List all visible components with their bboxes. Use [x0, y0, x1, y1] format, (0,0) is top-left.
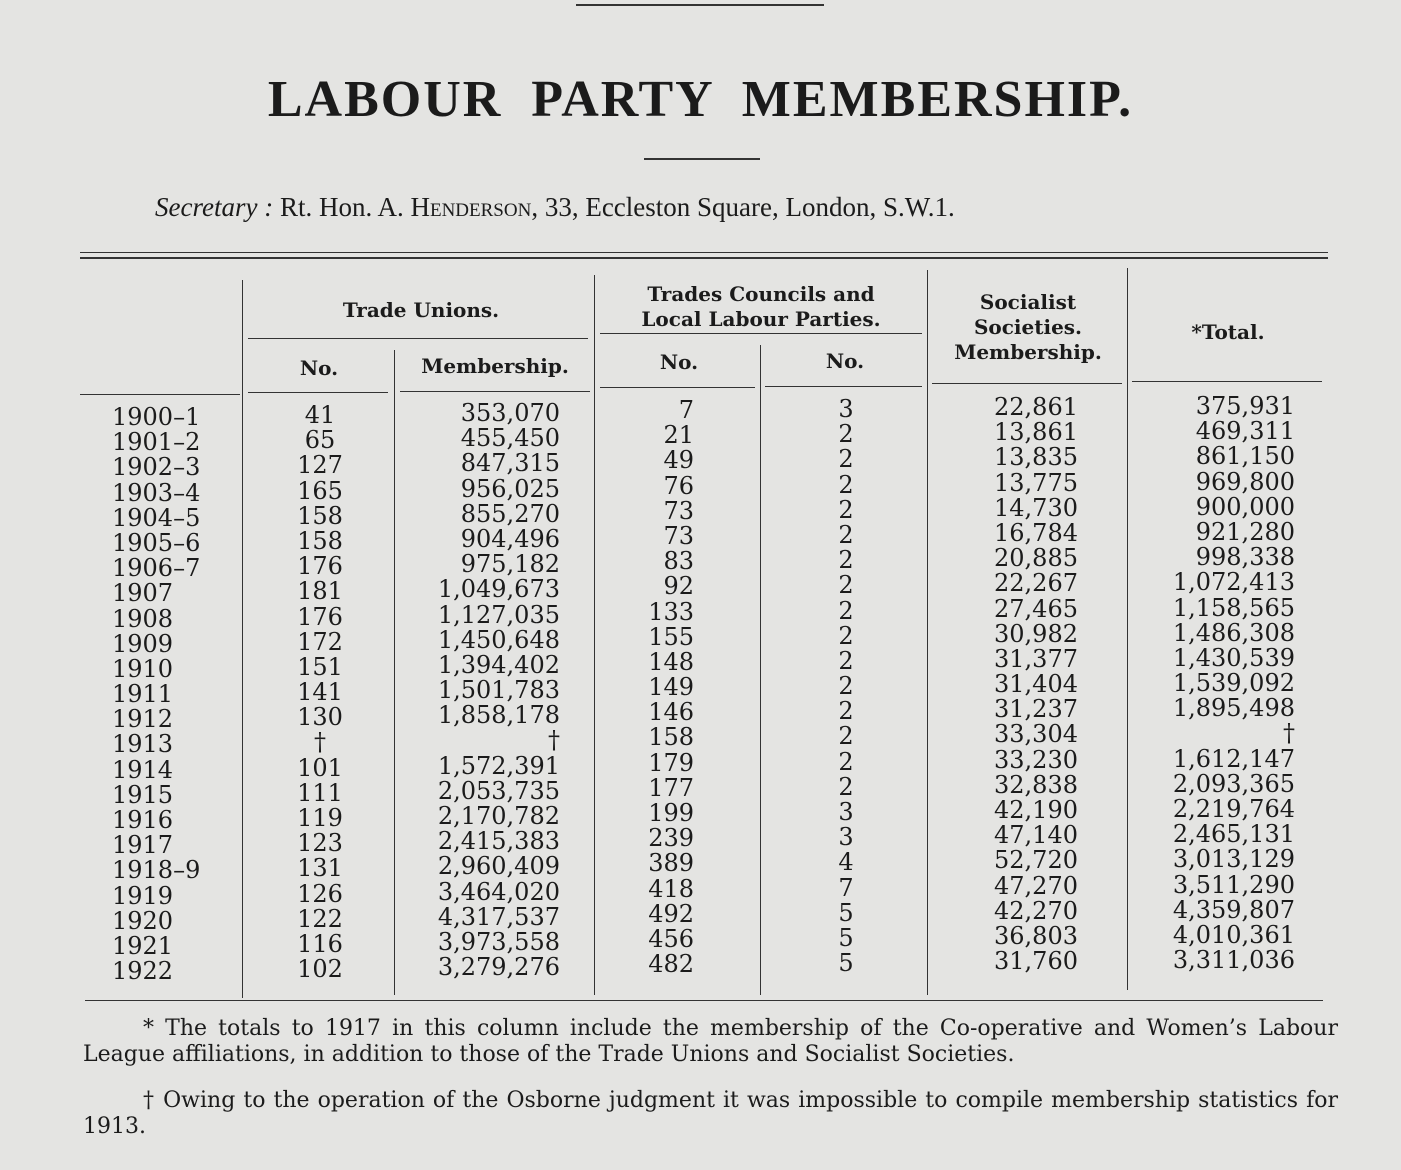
trade-union-no-cell: 126 [297, 879, 343, 908]
trades-councils-underline [600, 333, 922, 334]
socialist-membership-cell: 52,720 [994, 846, 1078, 875]
trade-union-membership-cell: 956,025 [460, 474, 560, 503]
trade-union-membership-cell: 3,279,276 [437, 953, 560, 982]
total-cell: 1,430,539 [1172, 643, 1295, 672]
trade-union-no-cell: 130 [297, 703, 343, 732]
year-cell: 1903–4 [112, 478, 201, 507]
header-trades-councils-line2: Local Labour Parties. [641, 307, 881, 331]
trade-union-membership-cell: 975,182 [460, 550, 560, 579]
socialist-membership-cell: 27,465 [994, 594, 1078, 623]
trade-union-membership-cell: 455,450 [460, 424, 560, 453]
header-bottom-rule [765, 386, 922, 387]
socialist-societies-no-cell: 3 [838, 395, 854, 423]
trade-union-no-cell: 119 [297, 804, 343, 832]
trades-councils-no-cell: 482 [648, 950, 694, 979]
trade-union-membership-cell: 353,070 [460, 399, 560, 427]
total-cell: 4,010,361 [1172, 920, 1295, 949]
trades-councils-no-cell: 21 [663, 421, 694, 450]
socialist-membership-cell: 16,784 [994, 518, 1078, 547]
year-cell: 1902–3 [112, 453, 201, 482]
trade-union-no-cell: 165 [297, 476, 343, 505]
total-cell: 861,150 [1195, 442, 1295, 471]
total-cell: 900,000 [1195, 492, 1295, 521]
total-cell: 3,511,290 [1172, 870, 1295, 899]
socialist-societies-no-cell: 4 [838, 848, 854, 877]
socialist-societies-no-cell: 5 [838, 923, 854, 952]
year-cell: 1901–2 [112, 428, 201, 457]
trade-union-no-cell: 116 [297, 929, 343, 958]
total-cell: 921,280 [1195, 517, 1295, 546]
socialist-membership-cell: 31,377 [994, 644, 1078, 673]
header-tu-membership: Membership. [421, 354, 569, 378]
title-underline [644, 158, 760, 160]
year-cell: 1914 [112, 755, 174, 784]
header-socialist-societies [930, 290, 1126, 365]
column-divider [242, 280, 243, 998]
socialist-membership-cell: 42,190 [994, 796, 1078, 824]
trade-union-membership-cell: 2,960,409 [437, 852, 560, 881]
year-cell: 1911 [112, 680, 174, 709]
header-socialist-line3: Membership. [954, 340, 1102, 364]
socialist-societies-no-cell: 2 [838, 697, 854, 726]
year-cell: 1919 [112, 881, 174, 910]
year-cell: 1916 [112, 806, 174, 834]
socialist-membership-cell: 22,861 [994, 393, 1078, 421]
column-socialist-membership [935, 395, 1078, 974]
trade-union-membership-cell: 1,127,035 [437, 600, 560, 629]
year-cell: 1922 [112, 957, 174, 986]
trade-union-membership-cell: 1,049,673 [437, 575, 560, 604]
trades-councils-no-cell: 76 [663, 471, 694, 500]
socialist-societies-no-cell: 7 [838, 873, 854, 902]
trades-councils-no-cell: 179 [648, 748, 694, 777]
total-cell: 1,158,565 [1172, 593, 1295, 622]
column-total [1135, 394, 1295, 973]
total-cell: 375,931 [1195, 392, 1295, 420]
socialist-societies-no-cell: 2 [838, 470, 854, 499]
trade-union-no-cell: 111 [297, 778, 343, 807]
socialist-societies-no-cell: 2 [838, 596, 854, 625]
socialist-membership-cell: 33,230 [994, 745, 1078, 774]
table-top-rule-1 [80, 252, 1328, 253]
header-bottom-rule [248, 392, 388, 393]
secretary-label: Secretary : [155, 192, 274, 222]
column-trade-union-membership [400, 401, 560, 980]
socialist-societies-no-cell: 2 [838, 672, 854, 701]
socialist-membership-cell: 32,838 [994, 770, 1078, 799]
trade-union-membership-cell: 2,415,383 [437, 827, 560, 856]
year-cell: 1918–9 [112, 856, 201, 885]
trade-union-membership-cell: 3,464,020 [437, 877, 560, 906]
trade-union-membership-cell: 904,496 [460, 524, 560, 553]
total-cell: 4,359,807 [1172, 895, 1295, 924]
year-cell: 1906–7 [112, 554, 201, 583]
trade-union-no-cell: 141 [297, 678, 343, 707]
trade-union-membership-cell: 2,170,782 [437, 802, 560, 830]
trades-councils-no-cell: 239 [648, 824, 694, 853]
socialist-societies-no-cell: 5 [838, 898, 854, 927]
trade-union-no-cell: 122 [297, 904, 343, 933]
total-cell: 1,072,413 [1172, 568, 1295, 597]
trade-union-membership-cell: 1,394,402 [437, 650, 560, 679]
trade-union-membership-cell: 855,270 [460, 499, 560, 528]
trade-union-no-cell: 158 [297, 526, 343, 555]
trades-councils-no-cell: 49 [663, 446, 694, 475]
socialist-membership-cell: 33,304 [994, 720, 1078, 749]
trades-councils-no-cell: 177 [648, 773, 694, 802]
page-title: LABOUR PARTY MEMBERSHIP. [267, 71, 1134, 128]
trades-councils-no-cell: 158 [648, 723, 694, 752]
header-trade-unions: Trade Unions. [342, 298, 500, 322]
trade-union-membership-cell: 1,572,391 [437, 751, 560, 780]
total-cell: 469,311 [1195, 417, 1295, 446]
socialist-membership-cell: 42,270 [994, 896, 1078, 925]
total-cell: 2,093,365 [1172, 769, 1295, 798]
trade-union-no-cell: 127 [297, 451, 343, 480]
header-ss-no: No. [825, 349, 865, 373]
header-bottom-rule [932, 383, 1122, 384]
socialist-societies-no-cell: 2 [838, 495, 854, 524]
trade-union-membership-cell: 4,317,537 [437, 902, 560, 931]
secretary-honorific: Rt. Hon. A. [279, 192, 404, 222]
socialist-societies-no-cell: 2 [838, 546, 854, 575]
trades-councils-no-cell: 146 [648, 698, 694, 727]
trades-councils-no-cell: 199 [648, 799, 694, 827]
socialist-societies-no-cell: 3 [838, 823, 854, 852]
header-tu-no: No. [299, 356, 339, 380]
trade-union-membership-cell: 847,315 [460, 449, 560, 478]
secretary-name: Henderson [410, 192, 532, 222]
column-trades-councils-no [600, 398, 694, 977]
trades-councils-no-cell: 133 [648, 597, 694, 626]
socialist-societies-no-cell: 5 [838, 949, 854, 978]
total-cell: 2,465,131 [1172, 820, 1295, 849]
trades-councils-no-cell: 148 [648, 647, 694, 676]
column-divider [594, 275, 595, 995]
trades-councils-no-cell: 73 [663, 521, 694, 550]
trade-union-no-cell: 176 [297, 552, 343, 581]
year-cell: 1900–1 [112, 403, 201, 431]
year-cell: 1910 [112, 654, 174, 683]
header-socialist-line1: Socialist [979, 290, 1077, 314]
year-cell: 1920 [112, 906, 174, 935]
year-cell: 1909 [112, 629, 174, 658]
socialist-membership-cell: 31,237 [994, 695, 1078, 724]
trades-councils-no-cell: 456 [648, 924, 694, 953]
trades-councils-no-cell: 389 [648, 849, 694, 878]
trade-union-no-cell: 158 [297, 501, 343, 530]
socialist-membership-cell: 13,835 [994, 443, 1078, 472]
trades-councils-no-cell: 149 [648, 673, 694, 702]
socialist-membership-cell: 13,861 [994, 418, 1078, 447]
year-cell: 1913 [112, 730, 174, 759]
trade-union-no-cell: 181 [297, 577, 343, 606]
socialist-societies-no-cell: 2 [838, 621, 854, 650]
socialist-societies-no-cell: 2 [838, 747, 854, 776]
socialist-societies-no-cell: 2 [838, 445, 854, 474]
header-bottom-rule [80, 394, 240, 395]
year-cell: 1908 [112, 604, 174, 633]
year-cell: 1904–5 [112, 503, 201, 532]
total-cell: 1,895,498 [1172, 694, 1295, 723]
trade-union-no-cell: 131 [297, 854, 343, 883]
year-cell: 1905–6 [112, 528, 201, 557]
total-cell: † [1283, 719, 1295, 748]
column-trade-union-no [250, 403, 390, 982]
total-cell: 3,013,129 [1172, 845, 1295, 874]
trade-union-no-cell: 172 [297, 627, 343, 656]
header-bottom-rule [600, 387, 755, 388]
trade-union-no-cell: 151 [297, 652, 343, 681]
total-cell: 2,219,764 [1172, 795, 1295, 823]
socialist-membership-cell: 47,270 [994, 871, 1078, 900]
socialist-membership-cell: 31,404 [994, 670, 1078, 699]
trade-union-membership-cell: 1,858,178 [437, 701, 560, 730]
header-socialist-line2: Societies. [973, 315, 1083, 339]
socialist-societies-no-cell: 2 [838, 420, 854, 449]
trade-union-no-cell: 101 [297, 753, 343, 782]
header-trades-councils-line1: Trades Councils and [647, 282, 875, 306]
trade-union-no-cell: † [314, 728, 326, 757]
trades-councils-no-cell: 155 [648, 622, 694, 651]
year-cell: 1912 [112, 705, 174, 734]
table-bottom-rule [85, 1000, 1323, 1001]
column-divider [760, 345, 761, 995]
trade-union-no-cell: 123 [297, 829, 343, 858]
year-cell: 1915 [112, 780, 174, 809]
trades-councils-no-cell: 418 [648, 874, 694, 903]
socialist-membership-cell: 47,140 [994, 821, 1078, 850]
socialist-societies-no-cell: 2 [838, 520, 854, 549]
socialist-societies-no-cell: 2 [838, 722, 854, 751]
header-tc-no: No. [659, 350, 699, 374]
trade-union-membership-cell: 3,973,558 [437, 927, 560, 956]
header-bottom-rule [400, 391, 590, 392]
column-divider [394, 350, 395, 995]
trades-councils-no-cell: 7 [678, 396, 694, 424]
total-cell: 1,486,308 [1172, 618, 1295, 647]
column-divider [1127, 268, 1128, 990]
trade-union-membership-cell: † [548, 726, 560, 755]
total-cell: 1,612,147 [1172, 744, 1295, 773]
year-cell: 1917 [112, 831, 174, 860]
total-cell: 998,338 [1195, 543, 1295, 572]
top-rule [576, 4, 824, 6]
header-total: *Total. [1191, 320, 1265, 344]
trade-union-no-cell: 41 [304, 401, 336, 429]
header-bottom-rule [1132, 381, 1322, 382]
footnote-dagger: † Owing to the operation of the Osborne judgment it was impossible to compile membership statistics for 1913. [83, 1088, 1338, 1139]
trade-union-no-cell: 65 [304, 426, 336, 455]
socialist-societies-no-cell: 3 [838, 798, 854, 826]
year-cell: 1921 [112, 931, 174, 960]
footnote-asterisk: * The totals to 1917 in this column include the membership of the Co-operative and Women’s Labour League affiliations, in addition to those of the Trade Unions and Socialist Societies. [83, 1016, 1338, 1067]
socialist-societies-no-cell: 2 [838, 772, 854, 801]
column-years [112, 405, 232, 984]
socialist-societies-no-cell: 2 [838, 646, 854, 675]
table-top-rule-2 [80, 257, 1328, 259]
socialist-membership-cell: 22,267 [994, 569, 1078, 598]
secretary-line [155, 192, 955, 223]
trades-councils-no-cell: 83 [663, 547, 694, 576]
socialist-membership-cell: 30,982 [994, 619, 1078, 648]
trade-union-no-cell: 176 [297, 602, 343, 631]
column-divider [927, 270, 928, 995]
socialist-societies-no-cell: 2 [838, 571, 854, 600]
socialist-membership-cell: 36,803 [994, 921, 1078, 950]
trades-councils-no-cell: 73 [663, 496, 694, 525]
trades-councils-no-cell: 492 [648, 899, 694, 928]
socialist-membership-cell: 20,885 [994, 544, 1078, 573]
total-cell: 1,539,092 [1172, 669, 1295, 698]
column-socialist-societies-no [768, 397, 924, 976]
trade-union-membership-cell: 1,450,648 [437, 625, 560, 654]
trade-union-membership-cell: 2,053,735 [437, 776, 560, 805]
socialist-membership-cell: 13,775 [994, 468, 1078, 497]
header-trades-councils [598, 282, 924, 332]
trade-union-no-cell: 102 [297, 955, 343, 984]
socialist-membership-cell: 14,730 [994, 493, 1078, 522]
socialist-membership-cell: 31,760 [994, 947, 1078, 976]
secretary-address: , 33, Eccleston Square, London, S.W.1. [531, 192, 955, 222]
total-cell: 3,311,036 [1172, 946, 1295, 975]
trades-councils-no-cell: 92 [663, 572, 694, 601]
trade-union-membership-cell: 1,501,783 [437, 676, 560, 705]
year-cell: 1907 [112, 579, 174, 608]
trade-unions-underline [248, 338, 588, 339]
total-cell: 969,800 [1195, 467, 1295, 496]
